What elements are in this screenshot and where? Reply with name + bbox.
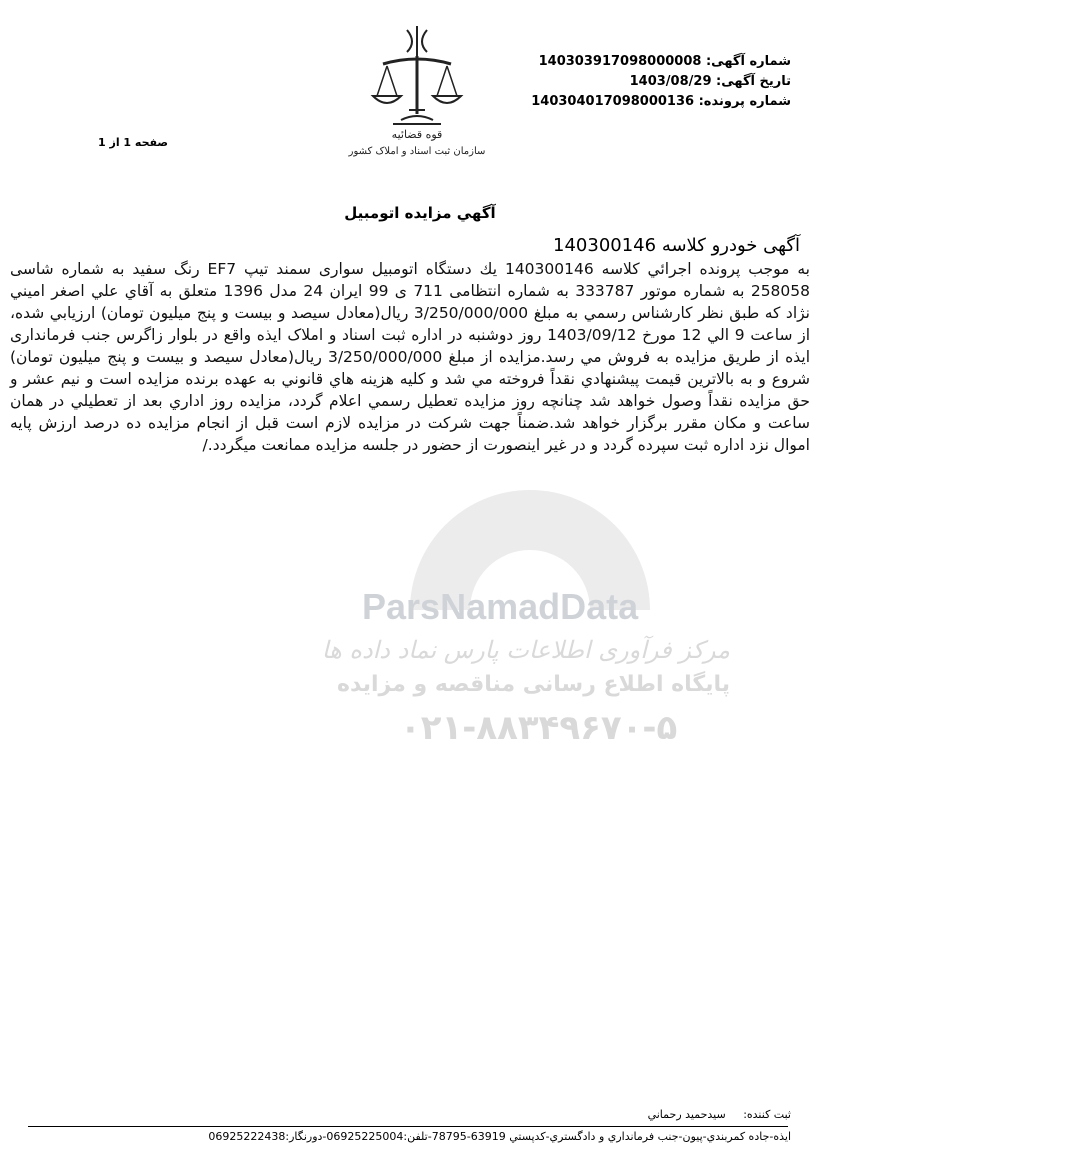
watermark-brand: ParsNamadData <box>362 586 639 627</box>
case-number: 140304017098000136 <box>531 94 695 109</box>
ad-date: 1403/08/29 <box>629 74 712 89</box>
watermark-line-2: پایگاه اطلاع رسانی مناقصه و مزایده <box>337 672 730 697</box>
ad-date-row <box>531 72 791 92</box>
notice-meta <box>531 52 791 112</box>
registrar-label: ثبت كننده: <box>743 1108 791 1121</box>
notice-heading: آگهی خودرو کلاسه 140300146 <box>553 235 800 256</box>
notice-body: به موجب پرونده اجرائي كلاسه 140300146 يك دستگاه اتومبيل سواری سمند تيپ EF7 رنگ سفيد به شماره شاسی 258058 به شماره موتور 333787 به شماره انتظامی 711 ی 99 ايران 24 مدل 1396 متعلق به آقاي علي اصغر اميني نژاد كه طبق نظر كارشناس رسمي به مبلغ 3/250/000/000 ريال(معادل سيصد و بيست و پنج ميليون تومان) ارزيابي شده، از ساعت 9 الي 12 مورخ 1403/09/12 روز دوشنبه در اداره ثبت اسناد و املاک ايذه واقع در بلوار زاگرس جنب فرمانداری ايذه از طريق مزايده به فروش مي رسد.مزايده از مبلغ 3/250/000/000 ريال(معادل سيصد و بيست و پنج ميليون تومان) شروع و به بالاترين قيمت پيشنهادي نقداً فروخته مي شد و كليه هزينه هاي قانوني به عهده برنده مزايده است و نيم عشر و حق مزايده نقداً وصول خواهد شد چنانچه روز مزايده تعطيل رسمي اعلام گردد، مزايده روز اداري بعد از تعطيلي در همان ساعت و مكان مقرر برگزار خواهد شد.ضمناً جهت شركت در مزايده لازم است قبل از انجام مزايده ده درصد ارزش پايه اموال نزد اداره ثبت سپرده گردد و در غير اينصورت از حضور در جلسه مزايده ممانعت ميگردد./ <box>10 260 811 454</box>
watermark <box>300 460 760 760</box>
registrar <box>648 1108 791 1121</box>
ad-number-label: شماره آگهی: <box>705 54 791 69</box>
scales-of-justice-icon <box>345 20 490 165</box>
ad-date-label: تاریخ آگهی: <box>716 74 791 89</box>
judiciary-emblem <box>345 20 490 165</box>
case-number-label: شماره پرونده: <box>698 94 791 109</box>
ad-number-row <box>531 52 791 72</box>
emblem-caption-2: سازمان ثبت اسناد و املاک کشور <box>348 146 486 157</box>
ad-number: 140303917098000008 <box>538 54 702 69</box>
emblem-caption-1: قوه قضائیه <box>391 128 443 141</box>
footer-address: ايذه-جاده كمربندي-پيون-جنب فرمانداري و دادگستري-كدپستي 63919-78795-تلفن:06925225004-دورنگار:06925222438 <box>208 1130 791 1143</box>
watermark-phone: ۰۲۱-۸۸۳۴۹۶۷۰-۵ <box>400 708 678 748</box>
page-indicator: صفحه 1 از 1 <box>98 136 169 149</box>
watermark-line-1: مرکز فرآوری اطلاعات پارس نماد داده ها <box>321 636 730 664</box>
registrar-name: سيدحميد رحماني <box>647 1108 726 1121</box>
notice-title: آگهي مزايده اتومبيل <box>344 204 496 222</box>
case-number-row <box>531 92 791 112</box>
footer-divider <box>28 1126 788 1127</box>
